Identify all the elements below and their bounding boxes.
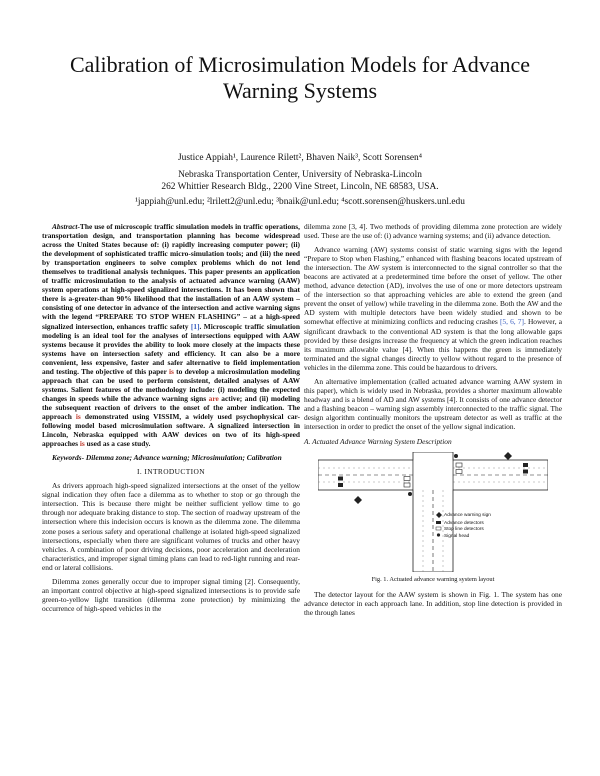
legend-item: Advance detectors bbox=[444, 521, 484, 527]
subsection-heading: A. Actuated Advance Warning System Description bbox=[304, 437, 452, 447]
signal-head bbox=[408, 492, 412, 496]
abstract-text: to develop a microsimulation modeling approach that can be used to perform consistent, detailed analyses of AAW systems. Salient features of the methodology include: (i) modeling the expected changes in speeds while the advance warning signs bbox=[42, 366, 300, 403]
abstract-text: used as a case study. bbox=[84, 439, 151, 449]
paragraph bbox=[304, 245, 562, 372]
figure-caption: Fig. 1. Actuated advance warning system layout bbox=[371, 576, 495, 584]
advance-detector bbox=[523, 463, 528, 467]
paragraph: The detector layout for the AAW system is shown in Fig. 1. The system has one advance detector in each approach lane. In addition, stop line detection is provided in the through lanes bbox=[304, 590, 562, 618]
address: 262 Whittier Research Bldg., 2200 Vine Street, Lincoln, NE 68583, USA. bbox=[161, 182, 439, 192]
paper-title: Calibration of Microsimulation Models for Advance Warning Systems bbox=[69, 52, 531, 103]
abstract-label: Abstract- bbox=[52, 222, 80, 231]
paragraph: dilemma zone [3, 4]. Two methods of providing dilemma zone protection are widely used. These are the use of: (i) advance warning systems; and (ii) advance detection. bbox=[304, 222, 562, 241]
advance-warning-sign bbox=[354, 496, 362, 504]
advance-warning-sign bbox=[504, 452, 512, 460]
legend-item: Stop line detectors bbox=[444, 527, 484, 533]
keywords: Keywords- Dilemma zone; Advance warning; Microsimulation; Calibration bbox=[52, 453, 282, 463]
abstract-text: active; and (ii) modeling the subsequent reaction of drivers to the onset of the amber indication. The approach bbox=[42, 393, 300, 421]
right-column bbox=[304, 222, 562, 622]
legend-item: Advance warning sign bbox=[444, 513, 491, 519]
highlighted-word: are bbox=[208, 393, 219, 403]
paragraph-text: . However, a significant drawback to the conventional AD system is that the long allowable gaps provided by these designs increase the frequency at which the green indication reaches its maximum allowable value [4]. When this happens the green is immediately terminated and the signal changes directly to yellow without regard to the presence of vehicles in the dilemma zone. This could be hazardous to drivers. bbox=[304, 317, 563, 372]
left-column bbox=[42, 222, 300, 618]
author-block bbox=[40, 152, 560, 208]
signal-head bbox=[454, 454, 458, 458]
abstract-text: The use of microscopic traffic simulation models in traffic operations, transportation design, and transportation planning has become widespread across the United States because of: (i) rapidly increasing computer power; (ii) the development of sophisticated traffic micro-simulation tools; and (iii) the need by transportation engineers to solve complex problems which do not lend themselves to traditional analysis techniques. This paper presents an application of traffic microsimulation to the analysis of actuated advance warning (AAW) system operations at high-speed signalized intersections. It has been shown that there is a-greater-than 90% likelihood that the installation of an AAW system – consisting of one detector in advance of the intersection and active warning signs with the legend “PREPARE TO STOP WHEN FLASHING” – at a high-speed signalized intersection, enhances traffic safety bbox=[42, 222, 300, 331]
abstract-text: . Microscopic traffic simulation modeling is an ideal tool for the analyses of intersections equipped with AAW systems because it provides the ability to look more closely at the impacts these systems have on intersection safety and efficiency. It can also be a more convenient, less expensive, faster and safer alternative to field implementation and testing. The objective of this paper bbox=[42, 321, 300, 376]
highlighted-word: is bbox=[75, 411, 81, 421]
advance-detector bbox=[338, 483, 343, 487]
section-heading-introduction: I. INTRODUCTION bbox=[137, 467, 205, 477]
paragraph: An alternative implementation (called actuated advance warning AAW system in this paper), which is widely used in Nebraska, provides a shorter maximum allowable headway and is a blend of AD and AW systems [4]. It consists of one advance detector and a flashing beacon – warning sign assembly interconnected to the traffic signal. The design algorithm continually monitors the upstream detector as well as traffic at the intersection in order to predict the onset of the yellow signal indication. bbox=[304, 376, 562, 431]
advance-detector bbox=[523, 470, 528, 474]
legend-item: Signal head bbox=[444, 534, 470, 540]
highlighted-word: is bbox=[168, 366, 174, 376]
figure-intersection-layout bbox=[318, 452, 548, 572]
affiliation: Nebraska Transportation Center, University of Nebraska-Lincoln bbox=[178, 169, 422, 180]
intersection-diagram bbox=[318, 452, 548, 572]
abstract-text: demonstrated using VISSIM, a widely used psychophysical car-following model based microsimulation software. A signalized intersection in Lincoln, Nebraska equipped with AAW devices on two of its high-speed approaches bbox=[42, 411, 300, 449]
citation-link[interactable]: [1] bbox=[190, 321, 200, 331]
paragraph-text: Advance warning (AW) systems consist of static warning signs with the legend “Prepare to Stop when Flashing,” enhanced with flashing beacons located upstream of the intersection. The AW system is interconnected to the signal controller so that the beacons are activated at a predetermined time before the onset of yellow. The other method, advance detection (AD), involves the use of one or more detectors upstream of the intersection so that approaching vehicles are able to extend the green (and prevent the onset of yellow) while traveling in the dilemma zone. Both the AW and the AD system with multiple detectors have been widely studied and shown to be somewhat effective at minimizing conflicts and reducing crashes bbox=[304, 245, 562, 327]
citation-link[interactable]: [5, 6, 7] bbox=[499, 317, 524, 327]
author-emails: ¹jappiah@unl.edu; ²lrilett2@unl.edu; ³bnaik@unl.edu; ⁴scott.sorensen@huskers.unl.edu bbox=[135, 196, 465, 207]
author-names: Justice Appiah¹, Laurence Rilett², Bhaven Naik³, Scott Sorensen⁴ bbox=[178, 153, 422, 163]
highlighted-word: is bbox=[79, 439, 85, 449]
paragraph: Dilemma zones generally occur due to improper signal timing [2]. Consequently, an important control objective at high-speed signalized intersections is to provide safe green-to-yellow light transition (dilemma zone protection) by minimizing the occurrence of high-speed vehicles in the bbox=[42, 576, 300, 613]
paragraph: As drivers approach high-speed signalized intersections at the onset of the yellow signal indication they often face a dilemma as to whether to stop or go through the intersection. This is because there might be neither sufficient yellow time to go through nor adequate braking distance to stop. The section of roadway upstream of the intersection where this indecision occurs is known as the dilemma zone. The dilemma zone poses a serious safety and operational challenge at isolated high-speed signalized intersections, especially when there are significant volumes of trucks and other heavy vehicles. A combination of poor driving decisions, poor acceleration and deceleration characteristics, and improper signal timing plans can lead to red-light running and rear-end or lateral collisions. bbox=[42, 481, 300, 572]
advance-detector bbox=[338, 477, 343, 481]
abstract bbox=[42, 222, 300, 448]
